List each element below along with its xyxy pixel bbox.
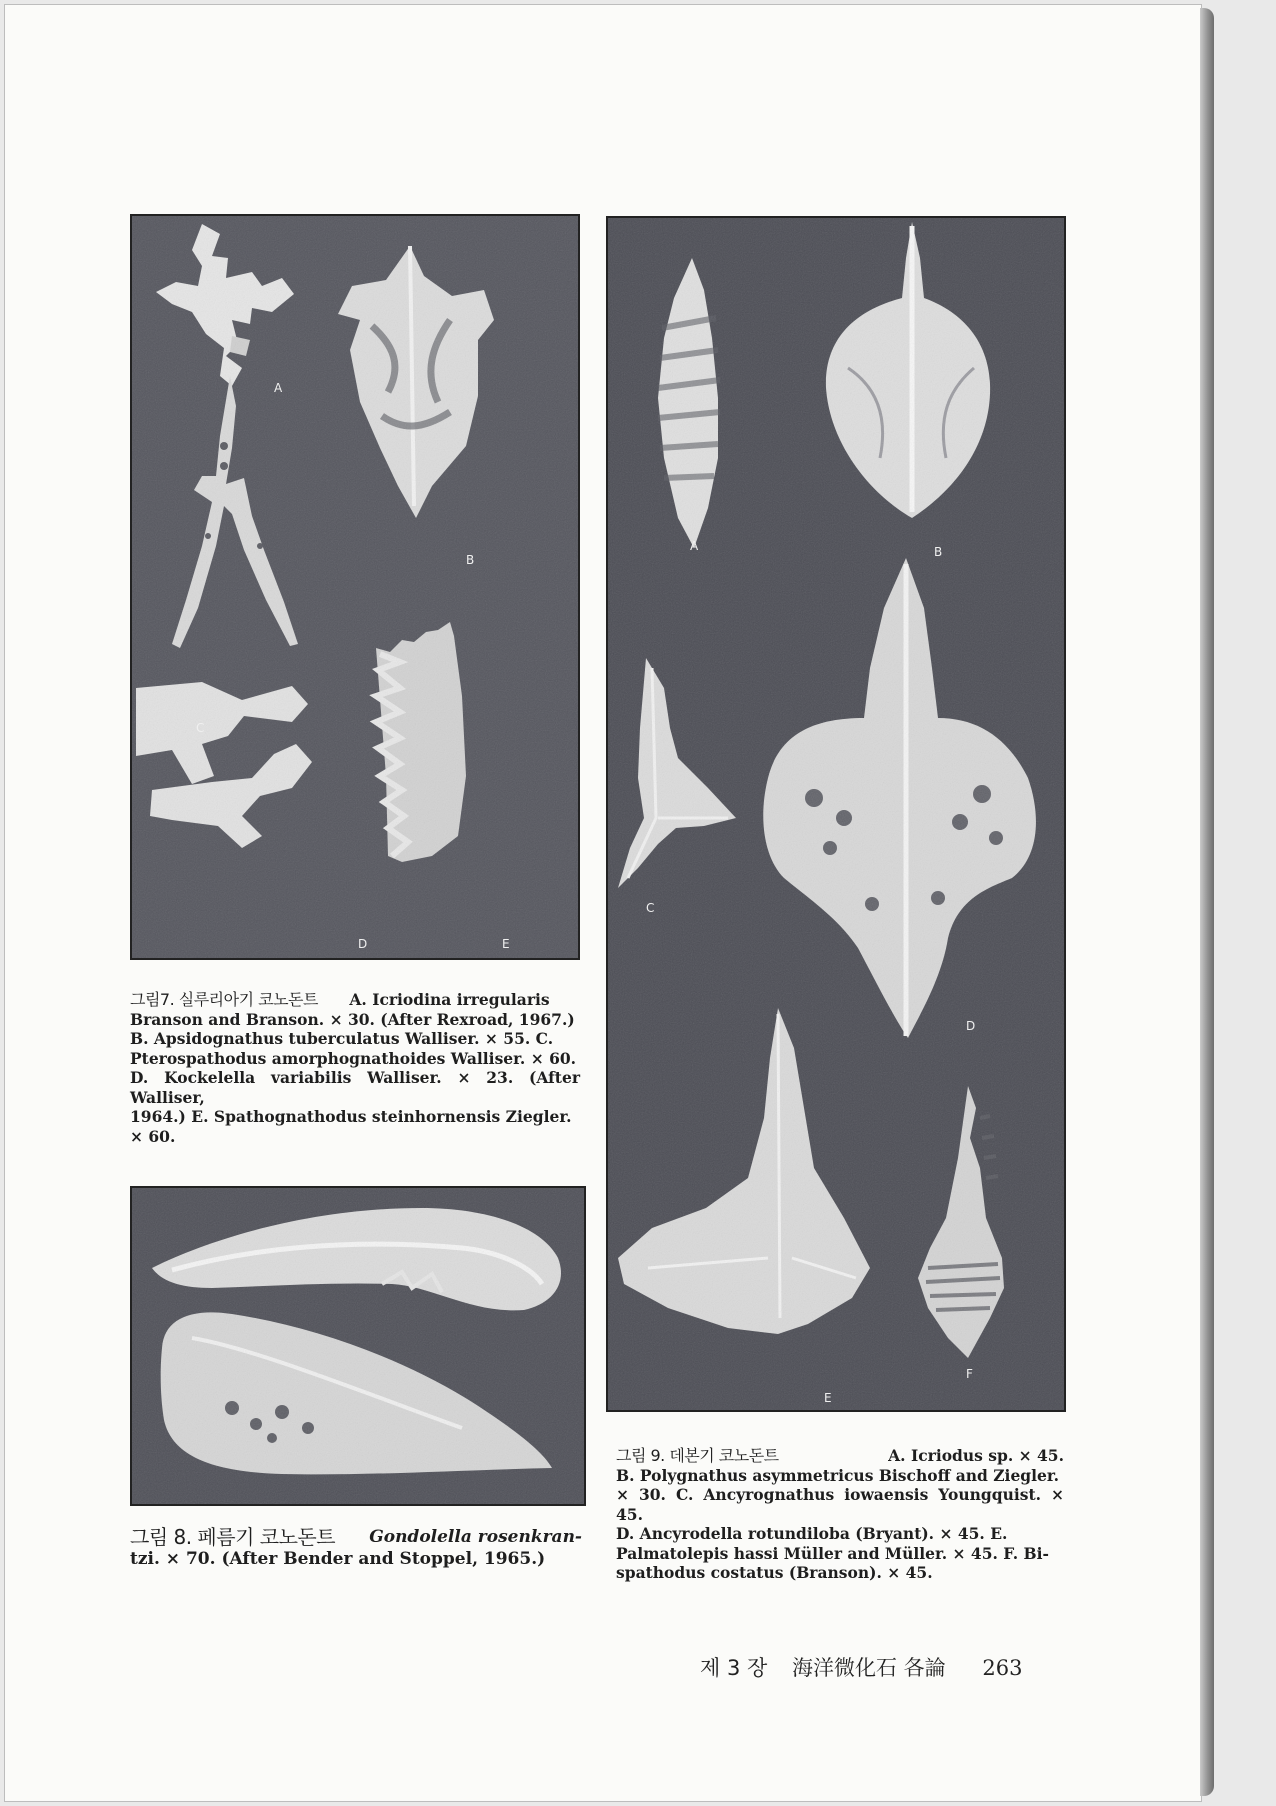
footer-chapter: 제 3 장 xyxy=(700,1656,768,1680)
figure7-caption-line4: Pterospathodus amorphognathoides Walliser. × 60. xyxy=(130,1048,577,1068)
page-footer xyxy=(700,1652,1100,1682)
figure8-caption xyxy=(130,1526,582,1570)
figure9-caption-line1: A. Icriodus sp. × 45. xyxy=(888,1446,1064,1465)
figure7-plate xyxy=(130,214,580,960)
panel-label-c: C xyxy=(646,901,655,915)
figure7-caption-line1: A. Icriodina irregularis xyxy=(349,990,550,1009)
figure9-plate xyxy=(606,216,1066,1412)
figure7-caption-line2: Branson and Branson. × 30. (After Rexroad, 1967.) xyxy=(130,1009,575,1029)
figure9-caption-line3: × 30. C. Ancyrognathus iowaensis Youngquist. × 45. xyxy=(616,1485,1064,1524)
figure9-caption-line2: B. Polygnathus asymmetricus Bischoff and Ziegler. xyxy=(616,1465,1060,1485)
figure7-caption xyxy=(130,990,580,1146)
panel-label-d: D xyxy=(966,1019,976,1033)
figure8-plate xyxy=(130,1186,586,1506)
panel-label-c: C xyxy=(196,721,205,735)
panel-label-b: B xyxy=(934,545,943,559)
figure7-caption-line5: D. Kockelella variabilis Walliser. × 23. (After Walliser, xyxy=(130,1068,580,1107)
figure8-specimens xyxy=(132,1188,584,1504)
page-edge-shadow xyxy=(1200,8,1214,1796)
figure7-caption-title: 그림7. 실루리아기 코노돈트 xyxy=(130,990,318,1009)
page-number: 263 xyxy=(982,1656,1023,1680)
figure9-specimens xyxy=(608,218,1064,1410)
figure8-caption-line2: tzi. × 70. (After Bender and Stoppel, 1965.) xyxy=(130,1549,546,1569)
figure9-caption-title: 그림 9. 데본기 코노돈트 xyxy=(616,1446,779,1465)
footer-title: 海洋微化石 各論 xyxy=(791,1656,946,1680)
figure7-caption-line6: 1964.) E. Spathognathodus steinhornensis Ziegler. xyxy=(130,1107,572,1126)
figure9-caption-line5: Palmatolepis hassi Müller and Müller. × 45. F. Bi- xyxy=(616,1543,1049,1563)
figure7-caption-line3: B. Apsidognathus tuberculatus Walliser. × 55. C. xyxy=(130,1029,554,1048)
panel-label-a: A xyxy=(690,539,699,553)
figure7-caption-line7: × 60. xyxy=(130,1126,176,1146)
figure8-caption-title: 그림 8. 페름기 코노돈트 xyxy=(130,1525,336,1549)
panel-label-e: E xyxy=(502,937,510,951)
panel-label-b: B xyxy=(466,553,475,567)
figure9-caption xyxy=(616,1446,1064,1583)
panel-label-a: A xyxy=(274,381,283,395)
panel-label-e: E xyxy=(824,1391,832,1405)
panel-label-d: D xyxy=(358,937,368,951)
figure9-caption-line4: D. Ancyrodella rotundiloba (Bryant). × 45. E. xyxy=(616,1524,1008,1543)
figure8-caption-line1: Gondolella rosenkran- xyxy=(369,1527,582,1547)
panel-label-f: F xyxy=(966,1367,973,1381)
figure9-caption-line6: spathodus costatus (Branson). × 45. xyxy=(616,1563,933,1582)
figure7-specimens xyxy=(132,216,578,958)
